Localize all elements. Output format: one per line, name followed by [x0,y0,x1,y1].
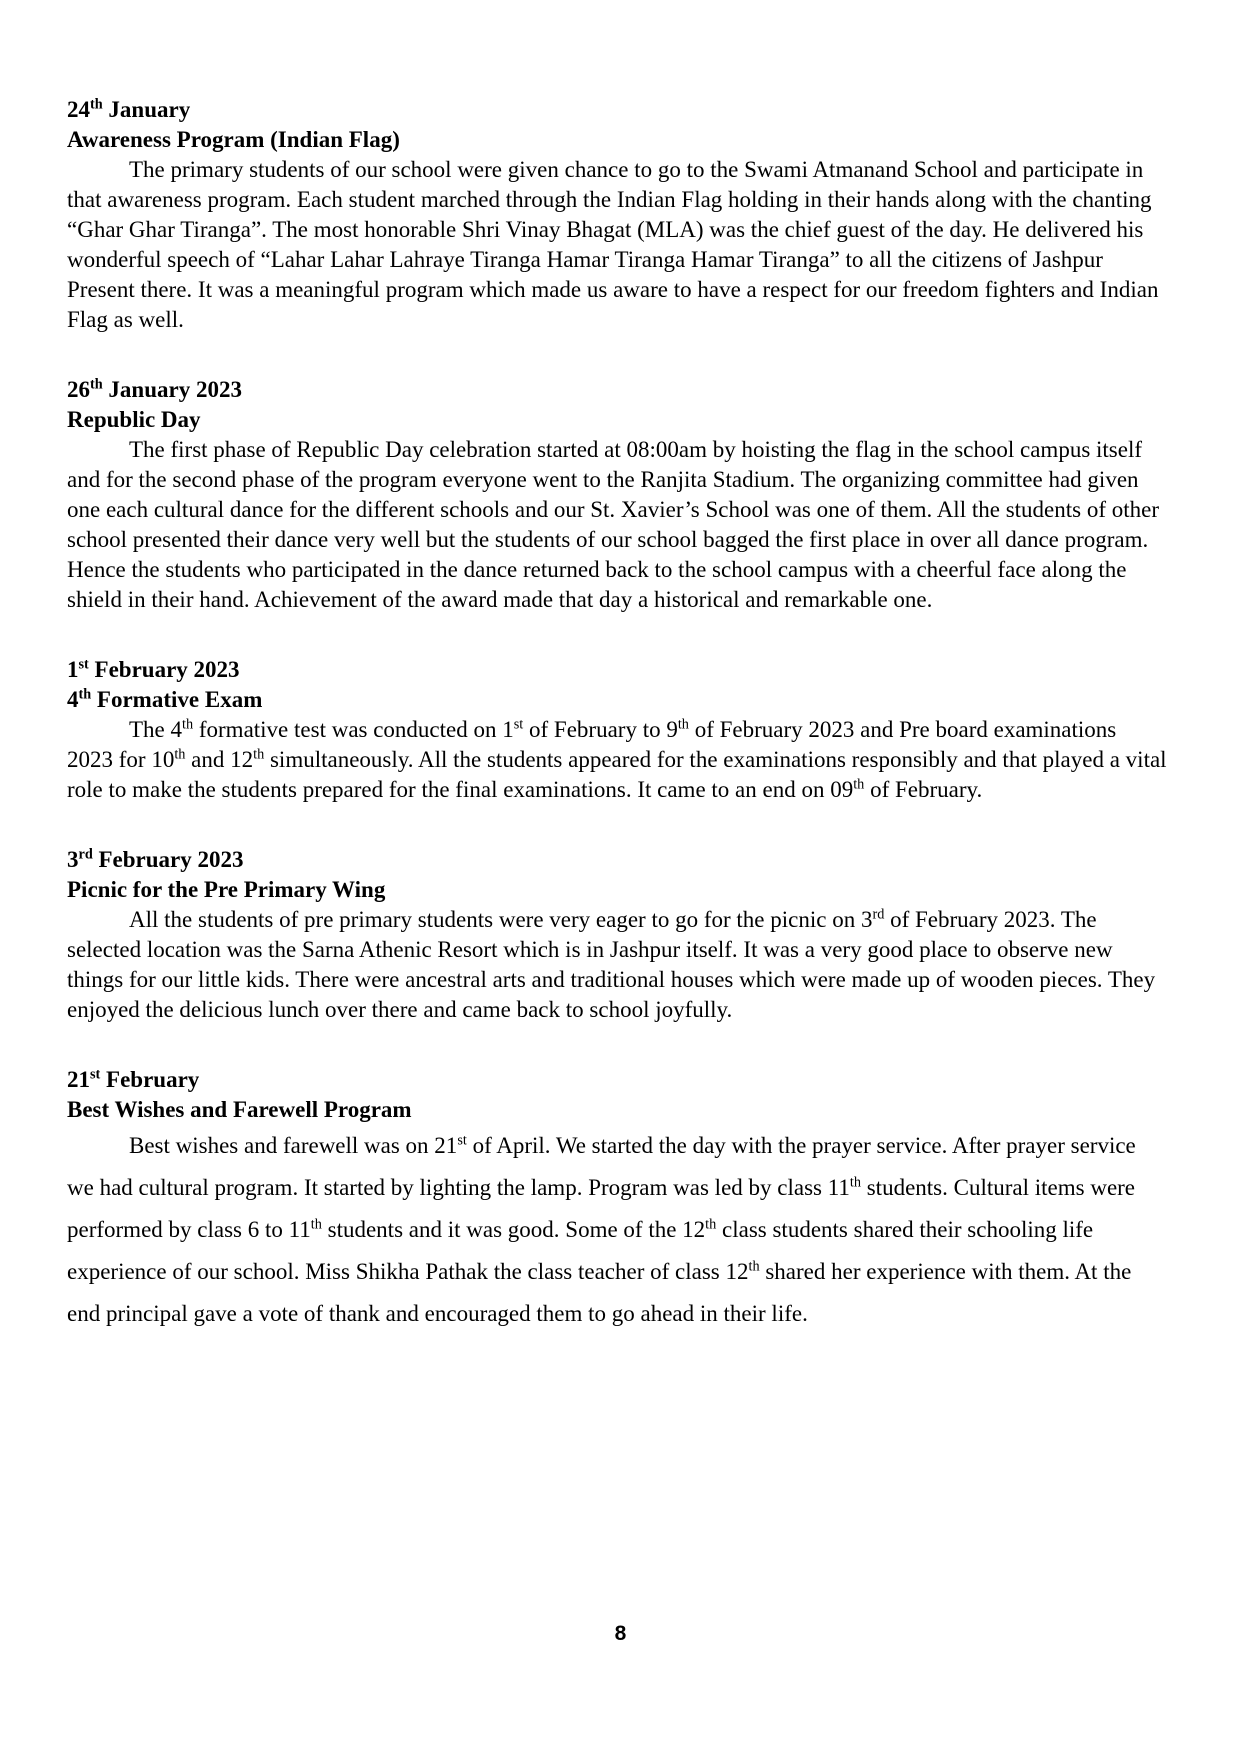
entry-title: Republic Day [67,407,201,432]
entry-republic-day [67,375,1167,615]
entry-picnic [67,845,1167,1025]
entry-body: The 4th formative test was conducted on 1st of February to 9th of February 2023 and Pre board examinations 2023 for 10th and 12th simultaneously. All the students appeared for the examinations responsibly and that played a vital role to make the students prepared for the final examinations. It came to an end on 09th of February. [67,716,1167,802]
entry-body: All the students of pre primary students were very eager to go for the picnic on 3rd of February 2023. The selected location was the Sarna Athenic Resort which is in Jashpur itself. It was a very good place to observe new things for our little kids. There were ancestral arts and traditional houses which were made up of wooden pieces. They enjoyed the delicious lunch over there and came back to school joyfully. [67,906,1156,1022]
entry-date: 21st February [67,1066,200,1092]
entry-date: 1st February 2023 [67,656,240,682]
entry-body: The first phase of Republic Day celebration started at 08:00am by hoisting the flag in the school campus itself and for the second phase of the program everyone went to the Ranjita Stadium. The organizing committee had given one each cultural dance for the different schools and our St. Xavier’s School was one of them. All the students of other school presented their dance very well but the students of our school bagged the first place in over all dance program. Hence the students who participated in the dance returned back to the school campus with a cheerful face along the shield in their hand. Achievement of the award made that day a historical and remarkable one. [67,437,1159,612]
entry-title: 4th Formative Exam [67,686,263,712]
entry-body: The primary students of our school were given chance to go to the Swami Atmanand School and participate in that awareness program. Each student marched through the Indian Flag holding in their hands along with the chanting “Ghar Ghar Tiranga”. The most honorable Shri Vinay Bhagat (MLA) was the chief guest of the day. He delivered his wonderful speech of “Lahar Lahar Lahraye Tiranga Hamar Tiranga Hamar Tiranga” to all the citizens of Jashpur Present there. It was a meaningful program which made us aware to have a respect for our freedom fighters and Indian Flag as well. [67,157,1159,332]
entry-date: 26th January 2023 [67,376,242,402]
entry-formative-exam [67,655,1167,805]
entry-title: Best Wishes and Farewell Program [67,1097,412,1122]
entry-awareness-program [67,95,1167,335]
entry-date: 3rd February 2023 [67,846,244,872]
entry-title: Picnic for the Pre Primary Wing [67,877,386,902]
entry-date: 24th January [67,96,191,122]
entry-title: Awareness Program (Indian Flag) [67,127,400,152]
page-number: 8 [614,1622,627,1645]
entry-body: Best wishes and farewell was on 21st of April. We started the day with the prayer service. After prayer service we had cultural program. It started by lighting the lamp. Program was led by class 11th students. Cultural items were performed by class 6 to 11th students and it was good. Some of the 12th class students shared their schooling life experience of our school. Miss Shikha Pathak the class teacher of class 12th shared her experience with them. At the end principal gave a vote of thank and encouraged them to go ahead in their life. [67,1132,1136,1326]
entry-farewell-program [67,1065,1167,1335]
